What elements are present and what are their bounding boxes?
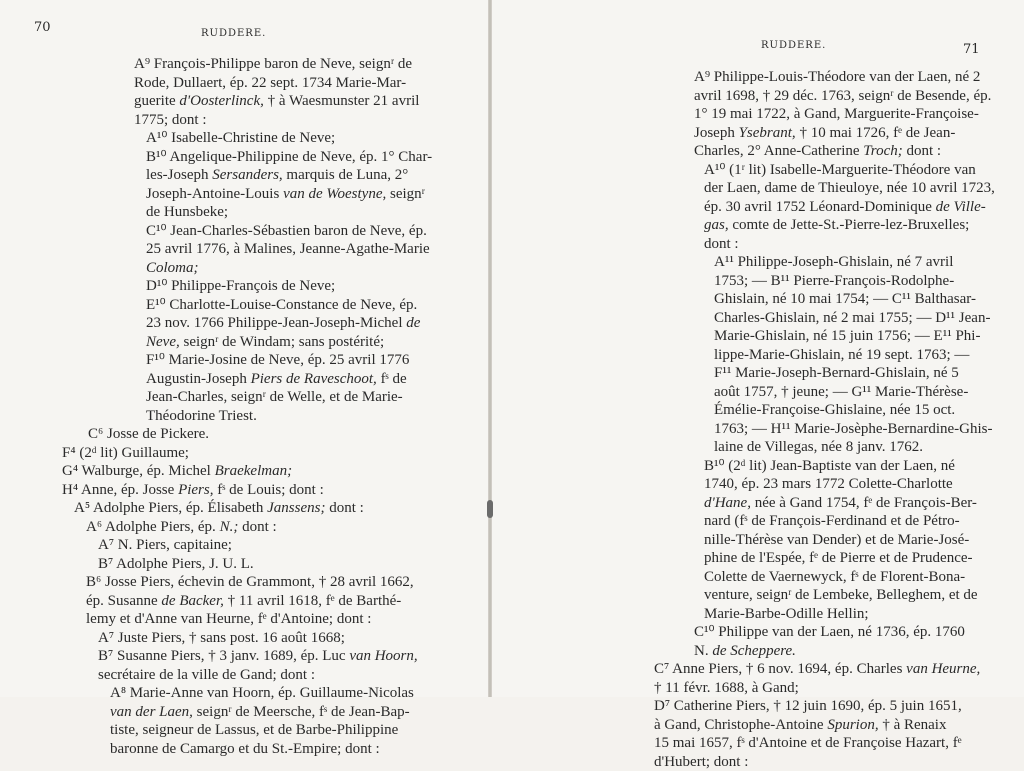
italic-name: van der Laen, [110, 704, 193, 720]
text-line [0, 290, 995, 309]
italic-name: de Backer, [161, 593, 223, 609]
text-segment: à Gand, Christophe-Antoine [654, 717, 827, 733]
text-line [0, 253, 995, 272]
text-segment: 1740, ép. 23 mars 1772 Colette-Charlotte [704, 476, 953, 492]
text-line [0, 68, 995, 87]
italic-name: van Hoorn, [349, 648, 417, 664]
text-segment: Augustin-Joseph [146, 371, 251, 387]
text-line [0, 734, 995, 753]
text-segment: A⁹ Philippe-Louis-Théodore van der Laen, né 2 [694, 69, 980, 85]
text-segment: N. [694, 643, 712, 659]
italic-name: d'Oosterlinck, [179, 93, 263, 109]
text-segment: † à Waesmunster 21 avril [264, 93, 420, 109]
italic-name: Sersanders, [212, 167, 282, 183]
text-segment: Charles-Ghislain, né 2 mai 1755; — D¹¹ Jean- [714, 310, 990, 326]
text-segment: F¹⁰ Marie-Josine de Neve, ép. 25 avril 1776 [146, 352, 409, 368]
text-segment: D¹⁰ Philippe-François de Neve; [146, 278, 335, 294]
text-segment: 1° 19 mai 1722, à Gand, Marguerite-Françoise- [694, 106, 979, 122]
text-line [0, 494, 995, 513]
text-segment: dont : [903, 143, 941, 159]
text-segment: der Laen, dame de Thieuloye, née 10 avril 1723, [704, 180, 995, 196]
text-segment: née à Gand 1754, fᵉ de François-Ber- [751, 495, 977, 511]
text-segment: tiste, seigneur de Lassus, et de Barbe-Philippine [110, 722, 398, 738]
text-segment: Marie-Ghislain, né 15 juin 1756; — E¹¹ Phi- [714, 328, 980, 344]
text-line [0, 235, 995, 254]
right-text-column [0, 68, 995, 771]
italic-name: Piers de Raveschoot, [251, 371, 377, 387]
italic-name: Spurion, [827, 717, 878, 733]
text-segment: Charles, 2° Anne-Catherine [694, 143, 863, 159]
text-segment: A⁷ N. Piers, capitaine; [98, 537, 232, 553]
italic-name: de Ville- [936, 199, 986, 215]
text-line [0, 105, 995, 124]
text-line [0, 753, 995, 771]
italic-name: Neve, [146, 334, 180, 350]
text-segment: Jean-Charles, seignʳ de Welle, et de Marie- [146, 389, 403, 405]
text-segment: secrétaire de la ville de Gand; dont : [98, 667, 315, 683]
right-page-number: 71 [963, 42, 980, 57]
text-line [0, 623, 995, 642]
text-line [0, 161, 995, 180]
text-segment: A⁵ Adolphe Piers, ép. Élisabeth [74, 500, 267, 516]
text-segment: fˢ de Louis; dont : [213, 482, 323, 498]
text-line [0, 87, 995, 106]
text-segment: B⁷ Susanne Piers, † 3 janv. 1689, ép. Luc [98, 648, 349, 664]
text-line [0, 364, 995, 383]
italic-name: N.; [220, 519, 239, 535]
text-segment: Théodorine Triest. [146, 408, 257, 424]
text-segment: nard (fˢ de François-Ferdinand et de Pétro- [704, 513, 960, 529]
text-segment: seignʳ de Windam; sans postérité; [180, 334, 384, 350]
text-segment: F¹¹ Marie-Joseph-Bernard-Ghislain, né 5 [714, 365, 959, 381]
text-segment: A⁸ Marie-Anne van Hoorn, ép. Guillaume-Nicolas [110, 685, 414, 701]
text-line [0, 124, 995, 143]
italic-name: gas, [704, 217, 729, 233]
italic-name: Janssens; [267, 500, 325, 516]
text-segment: laine de Villegas, née 8 janv. 1762. [714, 439, 923, 455]
text-segment: 1775; dont : [134, 112, 207, 128]
text-segment: août 1757, † jeune; — G¹¹ Marie-Thérèse- [714, 384, 968, 400]
text-segment: H⁴ Anne, ép. Josse [62, 482, 178, 498]
text-line [0, 272, 995, 291]
left-running-head: RUDDERE. [201, 28, 266, 39]
text-line [0, 457, 995, 476]
text-segment: F⁴ (2ᵈ lit) Guillaume; [62, 445, 189, 461]
text-segment: A⁷ Juste Piers, † sans post. 16 août 1668; [98, 630, 345, 646]
italic-name: Coloma; [146, 260, 199, 276]
text-line [0, 216, 995, 235]
text-segment: † 11 févr. 1688, à Gand; [654, 680, 799, 696]
text-segment: dont : [704, 236, 739, 252]
text-segment: † à Renaix [879, 717, 947, 733]
text-segment: Colette de Vaernewyck, fˢ de Florent-Bona- [704, 569, 965, 585]
text-line [0, 142, 995, 161]
text-segment: 25 avril 1776, à Malines, Jeanne-Agathe-Marie [146, 241, 430, 257]
text-segment: Joseph [694, 125, 739, 141]
text-line [0, 531, 995, 550]
text-segment: † 11 avril 1618, fᵉ de Barthé- [224, 593, 401, 609]
text-segment: d'Hubert; dont : [654, 754, 748, 770]
text-segment: dont : [238, 519, 276, 535]
text-line [0, 327, 995, 346]
text-segment: comte de Jette-St.-Pierre-lez-Bruxelles; [729, 217, 970, 233]
text-segment: lemy et d'Anne van Heurne, fᵉ d'Antoine; dont : [86, 611, 371, 627]
text-segment: B⁷ Adolphe Piers, J. U. L. [98, 556, 254, 572]
text-segment: † 10 mai 1726, fᵉ de Jean- [796, 125, 956, 141]
text-segment: B¹⁰ (2ᵈ lit) Jean-Baptiste van der Laen, né [704, 458, 955, 474]
italic-name: van de Woestyne, [283, 186, 386, 202]
text-segment: A¹⁰ Isabelle-Christine de Neve; [146, 130, 335, 146]
text-segment: seignʳ de Meersche, fˢ de Jean-Bap- [193, 704, 410, 720]
text-segment: ép. 30 avril 1752 Léonard-Dominique [704, 199, 936, 215]
text-line [0, 586, 995, 605]
text-segment: fˢ de [377, 371, 407, 387]
text-line [0, 475, 995, 494]
text-segment: baronne de Camargo et du St.-Empire; dont : [110, 741, 380, 757]
text-segment: nille-Thérèse van Dender) et de Marie-José- [704, 532, 969, 548]
text-segment: 15 mai 1657, fˢ d'Antoine et de Françoise Hazart, fᵉ [654, 735, 962, 751]
text-segment: avril 1698, † 29 déc. 1763, seignʳ de Besende, ép. [694, 88, 991, 104]
text-line [0, 383, 995, 402]
italic-name: Piers, [178, 482, 213, 498]
text-line [0, 642, 995, 661]
text-segment: B⁶ Josse Piers, échevin de Grammont, † 28 avril 1662, [86, 574, 414, 590]
text-segment: Rode, Dullaert, ép. 22 sept. 1734 Marie-Mar- [134, 75, 406, 91]
text-segment: E¹⁰ Charlotte-Louise-Constance de Neve, ép. [146, 297, 417, 313]
text-segment: D⁷ Catherine Piers, † 12 juin 1690, ép. 5 juin 1651, [654, 698, 962, 714]
text-segment: 23 nov. 1766 Philippe-Jean-Joseph-Michel [146, 315, 406, 331]
text-segment: B¹⁰ Angelique-Philippine de Neve, ép. 1° Char- [146, 149, 432, 165]
italic-name: de [406, 315, 420, 331]
italic-name: Troch; [863, 143, 902, 159]
text-line [0, 660, 995, 679]
text-line [0, 401, 995, 420]
right-running-head: RUDDERE. [761, 40, 826, 51]
text-segment: 1763; — H¹¹ Marie-Josèphe-Bernardine-Ghis- [714, 421, 993, 437]
text-segment: seignʳ [386, 186, 425, 202]
text-line [0, 198, 995, 217]
text-segment: marquis de Luna, 2° [283, 167, 409, 183]
text-line [0, 512, 995, 531]
text-line [0, 549, 995, 568]
text-segment: 1753; — B¹¹ Pierre-François-Rodolphe- [714, 273, 954, 289]
text-line [0, 568, 995, 587]
text-line [0, 716, 995, 735]
italic-name: de Scheppere. [712, 643, 796, 659]
text-segment: G⁴ Walburge, ép. Michel [62, 463, 215, 479]
text-line [0, 420, 995, 439]
text-segment: Joseph-Antoine-Louis [146, 186, 283, 202]
italic-name: Braekelman; [215, 463, 292, 479]
text-segment: ép. Susanne [86, 593, 161, 609]
text-line [0, 309, 995, 328]
text-line [0, 679, 995, 698]
text-segment: C¹⁰ Jean-Charles-Sébastien baron de Neve, ép. [146, 223, 427, 239]
text-segment: venture, seignʳ de Lembeke, Belleghem, et de [704, 587, 978, 603]
text-segment: guerite [134, 93, 179, 109]
text-segment: C⁶ Josse de Pickere. [88, 426, 209, 442]
text-segment: Ghislain, né 10 mai 1754; — C¹¹ Balthasar- [714, 291, 976, 307]
text-segment: les-Joseph [146, 167, 212, 183]
text-line [0, 179, 995, 198]
text-segment: dont : [325, 500, 363, 516]
text-segment: A¹¹ Philippe-Joseph-Ghislain, né 7 avril [714, 254, 953, 270]
text-segment: lippe-Marie-Ghislain, né 19 sept. 1763; — [714, 347, 969, 363]
text-segment: A¹⁰ (1ʳ lit) Isabelle-Marguerite-Théodore van [704, 162, 976, 178]
text-segment: de Hunsbeke; [146, 204, 228, 220]
italic-name: Ysebrant, [739, 125, 796, 141]
italic-name: d'Hane, [704, 495, 751, 511]
text-segment: phine de l'Espée, fᵉ de Pierre et de Prudence- [704, 550, 973, 566]
text-segment: Marie-Barbe-Odille Hellin; [704, 606, 869, 622]
text-line [0, 697, 995, 716]
text-line [0, 438, 995, 457]
text-segment: Émélie-Françoise-Ghislaine, née 15 oct. [714, 402, 955, 418]
text-segment: A⁶ Adolphe Piers, ép. [86, 519, 220, 535]
text-line [0, 346, 995, 365]
left-page-number: 70 [34, 20, 51, 35]
text-segment: C¹⁰ Philippe van der Laen, né 1736, ép. 1760 [694, 624, 965, 640]
italic-name: van Heurne, [906, 661, 980, 677]
text-line [0, 605, 995, 624]
text-segment: A⁹ François-Philippe baron de Neve, seignʳ de [134, 56, 412, 72]
text-segment: C⁷ Anne Piers, † 6 nov. 1694, ép. Charles [654, 661, 906, 677]
